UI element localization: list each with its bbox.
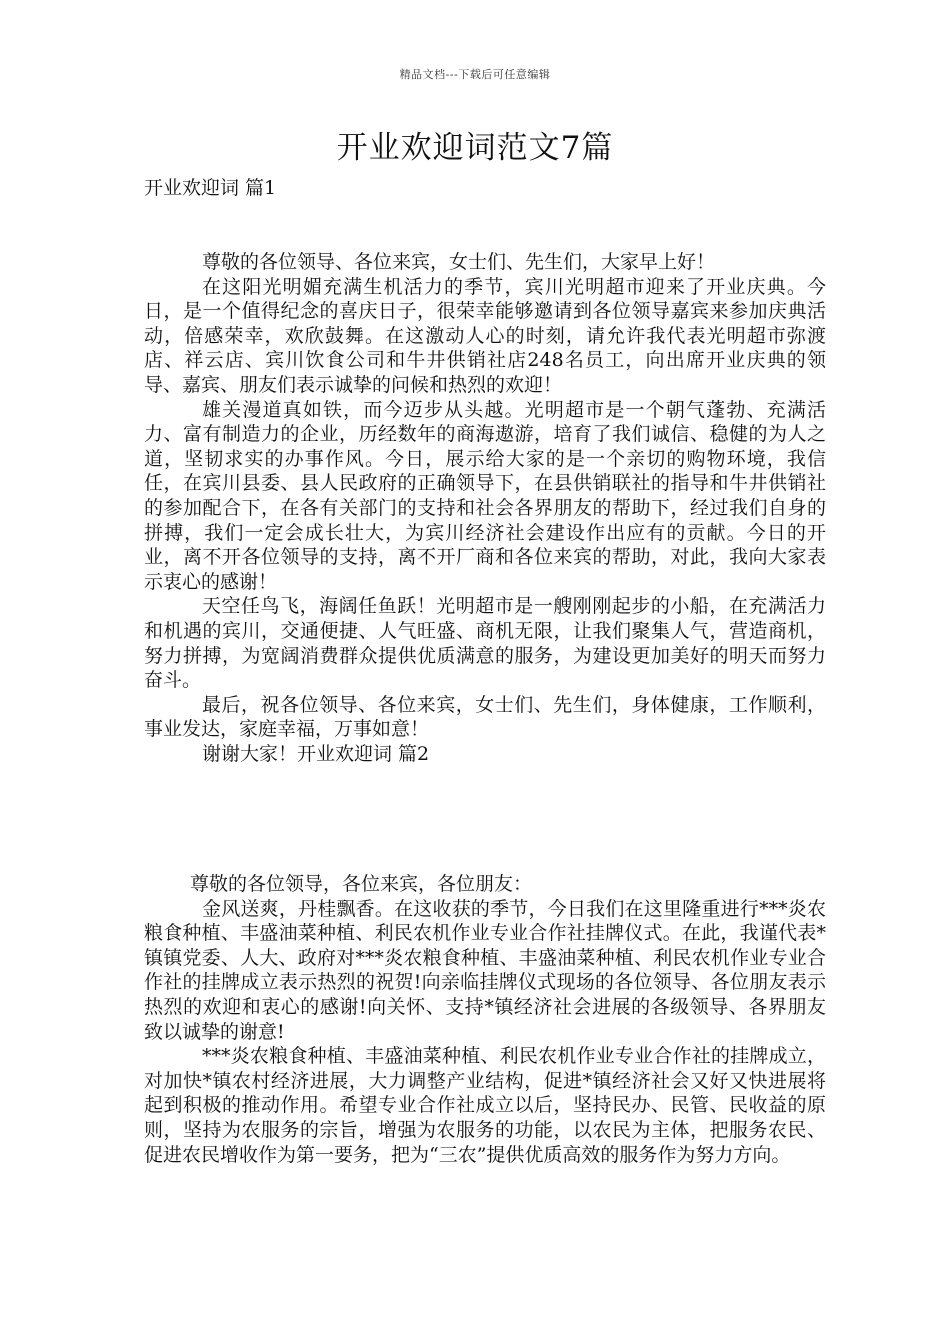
section-1-paragraph-4: 最后，祝各位领导、各位来宾，女士们、先生们，身体健康，工作顺利，事业发达，家庭幸福，万事如意！ xyxy=(144,693,826,741)
section-2-body xyxy=(144,872,826,1167)
section-1-paragraph-1: 在这阳光明媚充满生机活力的季节，宾川光明超市迎来了开业庆典。今日，是一个值得纪念的喜庆日子，很荣幸能够邀请到各位领导嘉宾来参加庆典活动，倍感荣幸，欢欣鼓舞。在这激动人心的时刻，请允许我代表光明超市弥渡店、祥云店、宾川饮食公司和牛井供销社店248名员工，向出席开业庆典的领导、嘉宾、朋友们表示诚挚的问候和热烈的欢迎！ xyxy=(144,275,826,396)
section-1-greeting: 尊敬的各位领导、各位来宾，女士们、先生们，大家早上好！ xyxy=(202,251,716,273)
section-2-paragraph-1: 金风送爽，丹桂飘香。在这收获的季节，今日我们在这里隆重进行***炎农粮食种植、丰盛油菜种植、利民农机作业专业合作社挂牌仪式。在此，我谨代表*镇镇党委、人大、政府对***炎农粮食种植、丰盛油菜种植、利民农机作业专业合作社的挂牌成立表示热烈的祝贺!向亲临挂牌仪式现场的各位领导、各位朋友表示热烈的欢迎和衷心的感谢!向关怀、支持*镇经济社会进展的各级领导、各界朋友致以诚挚的谢意! xyxy=(144,897,826,1043)
page-header-note: 精品文档---下载后可任意编辑 xyxy=(399,68,551,81)
section-1-paragraph-2: 雄关漫道真如铁，而今迈步从头越。光明超市是一个朝气蓬勃、充满活力、富有制造力的企业，历经数年的商海遨游，培育了我们诚信、稳健的为人之道，坚韧求实的办事作风。今日，展示给大家的是一个亲切的购物环境，我信任，在宾川县委、县人民政府的正确领导下，在县供销联社的指导和牛井供销社的参加配合下，在各有关部门的支持和社会各界朋友的帮助下，经过我们自身的拼搏，我们一定会成长壮大，为宾川经济社会建设作出应有的贡献。今日的开业，离不开各位领导的支持，离不开厂商和各位来宾的帮助，对此，我向大家表示衷心的感谢！ xyxy=(144,398,826,593)
section-2-greeting: 尊敬的各位领导，各位来宾，各位朋友： xyxy=(190,873,533,895)
section-1-paragraph-3: 天空任鸟飞，海阔任鱼跃！光明超市是一艘刚刚起步的小船，在充满活力和机遇的宾川，交通便捷、人气旺盛、商机无限，让我们聚集人气，营造商机，努力拼搏，为宽阔消费群众提供优质满意的服务，为建设更加美好的明天而努力奋斗。 xyxy=(144,595,826,692)
section-2-paragraph-2: ***炎农粮食种植、丰盛油菜种植、利民农机作业专业合作社的挂牌成立，对加快*镇农村经济进展，大力调整产业结构，促进*镇经济社会又好又快进展将起到积极的推动作用。希望专业合作社成立以后，坚持民办、民管、民收益的原则，坚持为农服务的宗旨，增强为农服务的功能，以农民为主体，把服务农民、促进农民增收作为第一要务，把为“三农”提供优质高效的服务作为努力方向。 xyxy=(144,1045,826,1166)
section-1-heading-block xyxy=(144,176,826,201)
section-1-paragraph-5: 谢谢大家！开业欢迎词 篇2 xyxy=(202,742,430,765)
section-1-body xyxy=(144,250,826,766)
document-title: 开业欢迎词范文7篇 xyxy=(336,130,614,166)
section-1-heading: 开业欢迎词 篇1 xyxy=(144,177,277,199)
